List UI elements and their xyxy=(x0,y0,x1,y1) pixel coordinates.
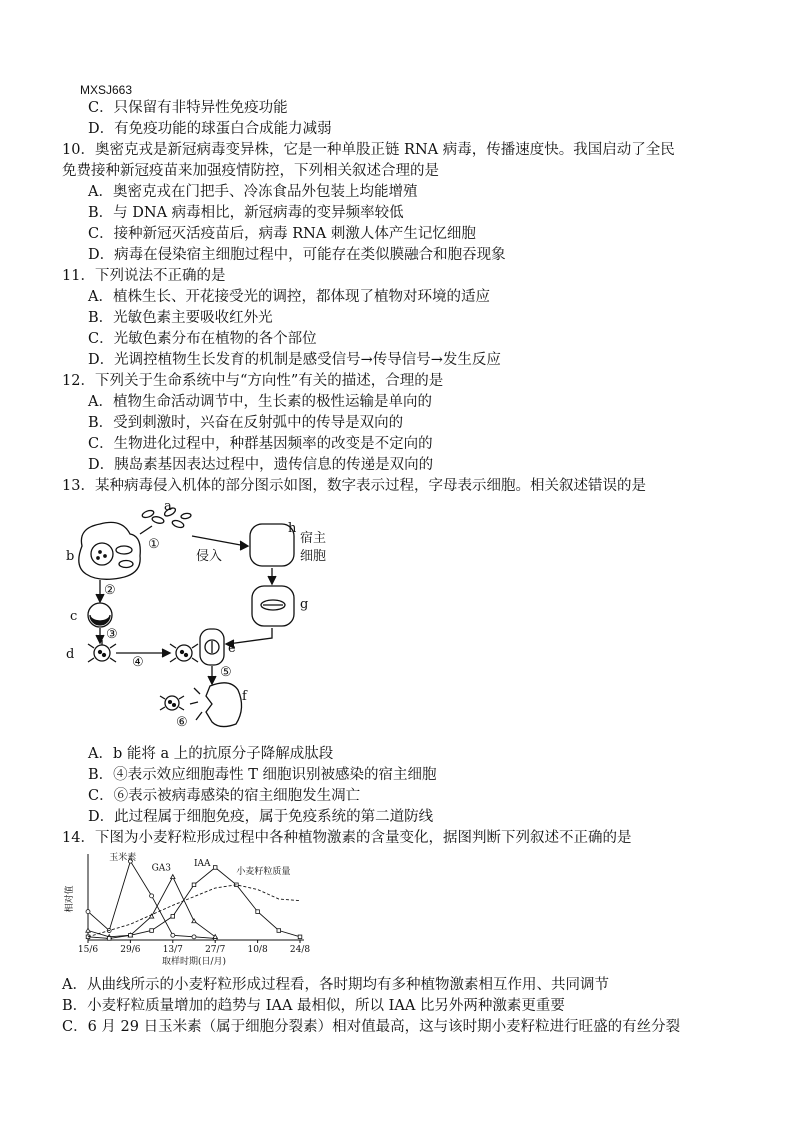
label-a: a xyxy=(164,499,172,514)
q11-stem: 11．下列说法不正确的是 xyxy=(62,268,226,284)
label-step-5: ⑤ xyxy=(220,665,232,680)
label-f: f xyxy=(242,689,247,704)
q10-option-c: C．接种新冠灭活疫苗后，病毒 RNA 刺激人体产生记忆细胞 xyxy=(88,226,476,242)
q12-stem: 12．下列关于生命系统中与“方向性”有关的描述，合理的是 xyxy=(62,373,444,389)
label-d: d xyxy=(66,647,75,662)
x-tick-label: 13/7 xyxy=(162,945,183,955)
q12-option-d: D．胰岛素基因表达过程中，遗传信息的传递是双向的 xyxy=(88,457,434,473)
q10-option-d: D．病毒在侵染宿主细胞过程中，可能存在类似膜融合和胞吞现象 xyxy=(88,247,506,263)
q13-option-c: C．⑥表示被病毒感染的宿主细胞发生凋亡 xyxy=(88,788,361,804)
point-2 xyxy=(171,915,175,919)
label-invade: 侵入 xyxy=(196,549,223,564)
label-g: g xyxy=(300,597,309,612)
label-c: c xyxy=(70,609,78,624)
point-0 xyxy=(150,894,154,898)
series-line-3 xyxy=(88,885,300,937)
point-2 xyxy=(298,935,302,939)
q13-option-b: B．④表示效应细胞毒性 T 细胞识别被感染的宿主细胞 xyxy=(88,767,437,783)
q13-stem: 13．某种病毒侵入机体的部分图示如图，数字表示过程，字母表示细胞。相关叙述错误的是 xyxy=(62,478,646,494)
q14-hormone-chart xyxy=(62,850,312,970)
point-1 xyxy=(171,875,175,879)
y-axis-label: 相对值 xyxy=(65,885,75,913)
q10-stem-line1: 10．奥密克戎是新冠病毒变异株，它是一种单股正链 RNA 病毒，传播速度快。我国启动了全民 xyxy=(62,142,675,158)
q12-option-b: B．受到刺激时，兴奋在反射弧中的传导是双向的 xyxy=(88,415,404,431)
effector-cell-d xyxy=(88,640,116,662)
q11-option-b: B．光敏色素主要吸收红外光 xyxy=(88,310,273,326)
point-2 xyxy=(150,929,154,933)
point-2 xyxy=(107,937,111,941)
point-2 xyxy=(277,929,281,933)
q9-option-d: D．有免疫功能的球蛋白合成能力减弱 xyxy=(88,121,332,137)
q11-option-d: D．光调控植物生长发育的机制是感受信号→传导信号→发生反应 xyxy=(88,352,501,368)
q10-option-a: A．奥密克戎在门把手、冷冻食品外包装上均能增殖 xyxy=(88,184,418,200)
label-h: h xyxy=(288,521,297,536)
series-label-2: IAA xyxy=(194,859,211,869)
x-tick-label: 15/6 xyxy=(77,945,99,955)
label-e: e xyxy=(228,641,236,656)
series-label-3: 小麦籽粒质量 xyxy=(236,866,291,877)
q14-option-b: B．小麦籽粒质量增加的趋势与 IAA 最相似，所以 IAA 比另外两种激素更重要 xyxy=(62,998,565,1014)
point-2 xyxy=(192,883,196,887)
x-axis-label: 取样时期(日/月) xyxy=(161,957,227,967)
q12-option-c: C．生物进化过程中，种群基因频率的改变是不定向的 xyxy=(88,436,433,452)
series-label-1: GA3 xyxy=(151,863,172,874)
lysed-cell-f xyxy=(206,683,242,727)
label-step-4: ④ xyxy=(132,655,144,670)
label-b: b xyxy=(66,549,75,564)
q14-option-a: A．从曲线所示的小麦籽粒形成过程看，各时期均有多种植物激素相互作用、共同调节 xyxy=(62,977,609,993)
series-label-0: 玉米素 xyxy=(109,853,137,863)
q14-stem: 14．下图为小麦籽粒形成过程中各种植物激素的含量变化，据图判断下列叙述不正确的是 xyxy=(62,830,632,846)
label-host-1: 宿主 xyxy=(300,531,327,546)
infected-cell-g xyxy=(252,586,294,626)
q13-immune-diagram xyxy=(60,498,360,738)
label-step-2: ② xyxy=(104,583,116,598)
point-2 xyxy=(213,866,217,870)
point-0 xyxy=(192,935,196,939)
q11-option-a: A．植株生长、开花接受光的调控，都体现了植物对环境的适应 xyxy=(88,289,490,305)
q12-option-a: A．植物生命活动调节中，生长素的极性运输是单向的 xyxy=(88,394,432,410)
x-tick-label: 24/8 xyxy=(289,945,311,955)
point-0 xyxy=(171,933,175,937)
label-step-3: ③ xyxy=(106,627,118,642)
x-tick-label: 29/6 xyxy=(120,945,141,955)
q9-option-c: C．只保留有非特异性免疫功能 xyxy=(88,100,288,116)
q10-option-b: B．与 DNA 病毒相比，新冠病毒的变异频率较低 xyxy=(88,205,404,221)
point-0 xyxy=(86,910,90,914)
point-2 xyxy=(256,910,260,914)
x-tick-label: 27/7 xyxy=(205,945,226,955)
series-line-2 xyxy=(88,868,300,939)
point-2 xyxy=(129,933,133,937)
label-step-6: ⑥ xyxy=(176,715,188,730)
q10-stem-line2: 免费接种新冠疫苗来加强疫情防控，下列相关叙述合理的是 xyxy=(62,163,439,179)
point-1 xyxy=(86,928,90,932)
q11-option-c: C．光敏色素分布在植物的各个部位 xyxy=(88,331,317,347)
label-host-2: 细胞 xyxy=(300,549,327,564)
label-step-1: ① xyxy=(148,537,160,552)
point-1 xyxy=(192,919,196,923)
phagocyte-cell-b xyxy=(79,522,140,579)
q14-option-c: C．6 月 29 日玉米素（属于细胞分裂素）相对值最高，这与该时期小麦籽粒进行旺盛的有丝分裂 xyxy=(62,1019,681,1035)
x-tick-label: 10/8 xyxy=(247,945,268,955)
header-code: MXSJ663 xyxy=(80,83,133,97)
q13-option-a: A．b 能将 a 上的抗原分子降解成肽段 xyxy=(88,746,334,762)
q13-option-d: D．此过程属于细胞免疫，属于免疫系统的第二道防线 xyxy=(88,809,434,825)
